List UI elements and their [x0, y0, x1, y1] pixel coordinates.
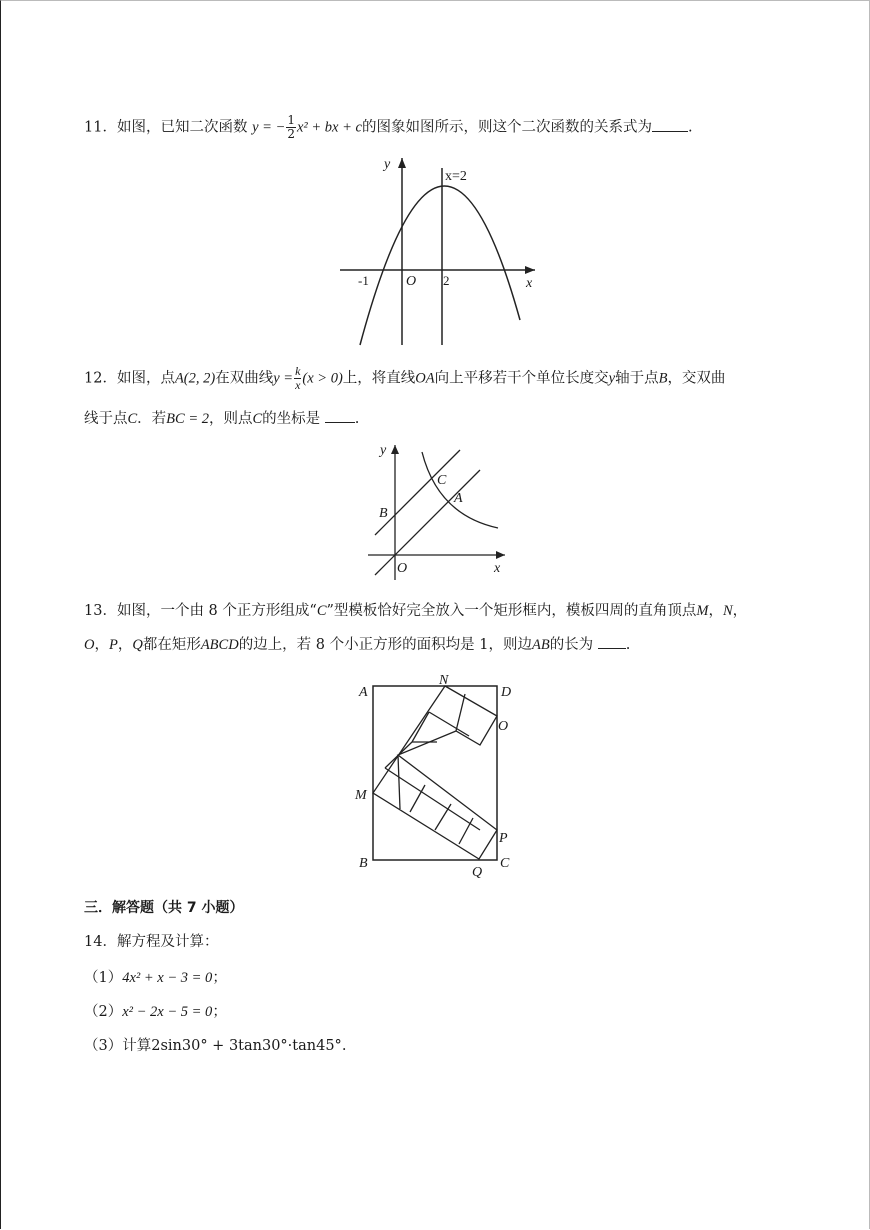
q13-grid-6: [398, 755, 400, 809]
q14-p2-label: （2）: [84, 1004, 123, 1020]
q13-text-c: 都在矩形: [142, 637, 201, 653]
q13-m: M: [696, 603, 709, 619]
q12-point-c-label: C: [437, 473, 447, 488]
q12-text-j: 的坐标是: [262, 411, 321, 427]
q12-condition: (x > 0): [302, 370, 343, 387]
q13-text-a: 如图，一个由 8 个正方形组成“: [116, 603, 317, 619]
q11-text: 如图，已知二次函数: [116, 119, 248, 136]
q11-parabola: [360, 186, 520, 345]
q12-frac-den: x: [295, 378, 301, 392]
q14-part-2: [84, 1002, 227, 1022]
q11-x-arrow: [525, 266, 535, 274]
q11-y-arrow: [398, 158, 406, 168]
q12-end: .: [354, 411, 360, 427]
q13-label-m: M: [355, 788, 367, 803]
q13-comma-3: ，: [94, 637, 109, 653]
section-3-heading: 三．解答题（共 7 小题）: [84, 900, 244, 916]
q14-part-3: [84, 1036, 346, 1056]
q12-origin-label: O: [397, 561, 408, 576]
question-12-line-1: [84, 365, 725, 392]
q13-label-o: O: [498, 719, 509, 734]
q14-part-1: [84, 968, 227, 988]
q12-text-g: 线于点: [84, 411, 128, 427]
q12-text-h: ．若: [137, 411, 167, 427]
question-11: [84, 114, 693, 141]
q14-p1-semicolon: ；: [212, 970, 227, 986]
q11-axis-label: x=2: [445, 169, 467, 184]
q12-point-b-label: B: [379, 506, 388, 521]
q11-formula-rest: x² + bx + c: [296, 119, 362, 136]
q11-x-label: x: [526, 276, 533, 291]
q12-b: B: [658, 370, 668, 387]
q13-grid-10: [459, 818, 473, 844]
q11-y-label: y: [384, 157, 391, 172]
q11-fraction: [286, 114, 296, 141]
q14-p3-label: （3）计算: [84, 1038, 152, 1054]
q13-q: Q: [132, 637, 143, 653]
q13-text-d: 的边上，若 8 个小正方形的面积均是 1，则边: [238, 637, 532, 653]
q12-line-bc: [375, 450, 460, 535]
q12-hyperbola-figure: [360, 440, 520, 585]
question-13-line-2: [84, 634, 630, 655]
q13-template-figure: [355, 672, 525, 882]
q13-p: P: [108, 637, 118, 653]
q12-text-i: ，则点: [209, 411, 253, 427]
q13-label-q: Q: [472, 865, 483, 880]
q11-text-2: 的图象如图所示，则这个二次函数的关系式为: [361, 119, 652, 136]
q14-p3-end: .: [341, 1038, 347, 1054]
q12-text-b: 在双曲线: [215, 370, 274, 387]
q13-label-n: N: [439, 673, 449, 688]
q13-ab: AB: [531, 637, 550, 653]
q13-number: 13．: [84, 603, 117, 619]
q12-number: 12．: [84, 370, 117, 387]
q13-c-template: [373, 686, 497, 859]
q14-p1-equation: 4x² + x − 3 = 0: [122, 970, 213, 986]
q13-end: .: [625, 637, 631, 653]
q12-text-e: 轴于点: [615, 370, 659, 387]
q13-grid-3: [456, 694, 465, 731]
q11-formula-lhs: y = −: [252, 119, 286, 136]
q12-text-d: 向上平移若干个单位长度交: [434, 370, 609, 387]
q12-bc: BC = 2: [166, 411, 209, 427]
q12-c-2: C: [252, 411, 263, 427]
q12-y: y: [608, 370, 616, 387]
q12-oa: OA: [415, 370, 435, 387]
q11-parabola-figure: [330, 150, 550, 350]
q14-p3-expression: 2sin30° + 3tan30°·tan45°: [151, 1038, 342, 1054]
q13-comma-4: ，: [117, 637, 133, 653]
q13-comma-1: ，: [708, 603, 723, 619]
q12-text-c: 上，将直线: [342, 370, 416, 387]
q13-grid-4: [412, 712, 429, 742]
q12-point-a: A(2, 2): [174, 370, 216, 387]
q13-n: N: [723, 603, 733, 619]
q11-origin-label: O: [406, 274, 417, 289]
q11-answer-blank[interactable]: [652, 117, 688, 132]
q11-frac-num: 1: [287, 113, 295, 127]
q13-answer-blank[interactable]: [598, 634, 626, 649]
q11-tick-2: 2: [443, 273, 450, 288]
q12-formula-lhs: y =: [273, 370, 294, 387]
q12-fraction: [294, 365, 301, 392]
q13-c-shape: C: [316, 603, 327, 619]
q12-text-a: 如图，点: [116, 370, 175, 387]
q13-label-a: A: [359, 685, 368, 700]
q11-tick-neg1: -1: [358, 273, 369, 288]
q13-label-b: B: [359, 856, 368, 871]
q14-p1-label: （1）: [84, 970, 123, 986]
q14-p2-equation: x² − 2x − 5 = 0: [122, 1004, 213, 1020]
q14-p2-semicolon: ；: [212, 1004, 227, 1020]
q13-label-p: P: [499, 831, 508, 846]
q11-number: 11．: [84, 119, 117, 136]
q13-grid-9: [435, 804, 451, 830]
q12-x-arrow: [496, 551, 505, 559]
q12-x-label: x: [494, 561, 501, 576]
q12-y-arrow: [391, 445, 399, 454]
q12-answer-blank[interactable]: [325, 408, 355, 423]
q11-end: .: [687, 119, 693, 136]
q12-point-a-label: A: [454, 491, 463, 506]
question-13-line-1: [84, 601, 747, 621]
q12-text-f: ，交双曲: [667, 370, 726, 387]
q12-line-oa: [375, 470, 480, 575]
q12-y-label: y: [380, 443, 387, 458]
q14-heading: 14．解方程及计算：: [84, 934, 219, 950]
question-12-line-2: [84, 408, 359, 429]
q13-abcd: ABCD: [200, 637, 239, 653]
q13-text-e: 的长为: [549, 637, 594, 653]
q13-label-c: C: [500, 856, 510, 871]
q13-grid-1: [429, 712, 469, 736]
q13-comma-2: ，: [732, 603, 748, 619]
q13-text-b: ”型模板恰好完全放入一个矩形框内，模板四周的直角顶点: [326, 603, 697, 619]
q13-o: O: [84, 637, 95, 653]
q11-frac-den: 2: [287, 127, 295, 141]
q13-label-d: D: [501, 685, 512, 700]
q12-frac-num: k: [295, 364, 301, 378]
q12-c: C: [127, 411, 138, 427]
